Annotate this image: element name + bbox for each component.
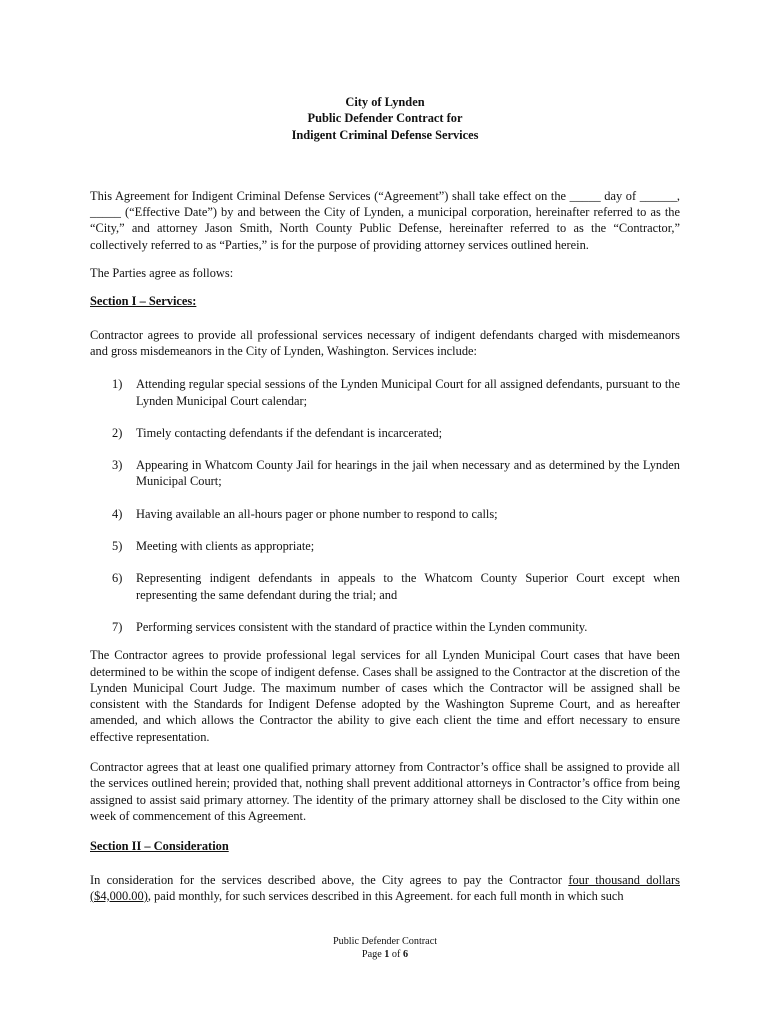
list-item-number: 1) [112, 377, 123, 392]
page-label: Page [361, 948, 385, 960]
page-number [0, 949, 770, 962]
list-item-number: 4) [112, 506, 123, 521]
list-item [90, 506, 680, 522]
list-item-text: Meeting with clients as appropriate; [136, 539, 315, 554]
section-1-intro: Contractor agrees to provide all professional services necessary of indigent defendants charged with misdemeanors and gross misdemeanors in the City of Lynden, Washington. Services include: [90, 327, 680, 358]
parties-agree-text: The Parties agree as follows: [90, 266, 234, 281]
page-total: 6 [402, 948, 409, 960]
page-current: 1 [384, 948, 390, 960]
title-line-city: City of Lynden [345, 95, 425, 109]
list-item-text: Timely contacting defendants if the defendant is incarcerated; [136, 425, 443, 440]
list-item [90, 376, 680, 409]
list-item [90, 538, 680, 554]
cases-paragraph: The Contractor agrees to provide professional legal services for all Lynden Municipal Court cases that have been determined to be within the scope of indigent defense. Cases shall be assigned to the Contractor at the discretion of the Lynden Municipal Court Judge. The maximum number of cases which the Contractor will be assigned shall be consistent with the Standards for Indigent Defense adopted by the Washington Supreme Court, and as hereafter amended, and which allows the Contractor the ability to give each client the time and effort necessary to ensure effective representation. [90, 648, 680, 744]
list-item [90, 570, 680, 603]
title-line-contract: Public Defender Contract for [307, 111, 463, 126]
list-item-number: 2) [112, 425, 123, 440]
list-item-number: 6) [112, 571, 123, 586]
document-page [90, 94, 680, 904]
consideration-paragraph [90, 872, 680, 905]
amount-figure: ($4,000.00) [90, 888, 148, 903]
list-item-text: Performing services consistent with the standard of practice within the Lynden community. [136, 619, 588, 634]
list-item-text: Attending regular special sessions of the Lynden Municipal Court for all assigned defendants, pursuant to the Lynden Municipal Court calendar; [136, 377, 680, 408]
document-title [90, 94, 680, 143]
list-item [90, 457, 680, 490]
list-item-number: 7) [112, 619, 123, 634]
intro-paragraph: This Agreement for Indigent Criminal Defense Services (“Agreement”) shall take effect on the _____ day of ______, _____ (“Effective Date”) by and between the City of Lynden, a municipal corporation, hereinafter referred to as the “City,” and attorney Jason Smith, North County Public Defense, hereinafter referred to as the “Contractor,” collectively referred to as “Parties,” is for the purpose of providing attorney services outlined herein. [90, 188, 680, 252]
list-item-text: Having available an all-hours pager or phone number to respond to calls; [136, 506, 498, 521]
consideration-text-cont: , paid monthly, for such services described in this Agreement. for each full month in which such [147, 888, 624, 903]
section-1-heading: Section I – Services: [90, 294, 197, 309]
list-item-text: Representing indigent defendants in appeals to the Whatcom County Superior Court except when representing the same defendant during the trial; and [136, 571, 680, 602]
footer-title: Public Defender Contract [332, 936, 438, 947]
amount-words: four thousand dollars [568, 872, 680, 887]
title-line-services: Indigent Criminal Defense Services [291, 127, 479, 142]
list-item [90, 425, 680, 441]
list-item-text: Appearing in Whatcom County Jail for hearings in the jail when necessary and as determined by the Lynden Municipal Court; [136, 458, 680, 489]
list-item-number: 5) [112, 539, 123, 554]
primary-attorney-paragraph: Contractor agrees that at least one qualified primary attorney from Contractor’s office shall be assigned to provide all the services outlined herein; provided that, nothing shall prevent additional attorneys in Contractor’s office from being assigned to assist said primary attorney. The identity of the primary attorney shall be disclosed to the City within one week of commencement of this Agreement. [90, 760, 680, 823]
list-item [90, 619, 680, 635]
list-item-number: 3) [112, 458, 123, 473]
page-of: of [389, 948, 403, 960]
section-2-heading: Section II – Consideration [90, 839, 229, 854]
consideration-text: In consideration for the services described above, the City agrees to pay the Contractor [90, 872, 569, 887]
page-footer [0, 936, 770, 961]
services-list [90, 376, 680, 635]
